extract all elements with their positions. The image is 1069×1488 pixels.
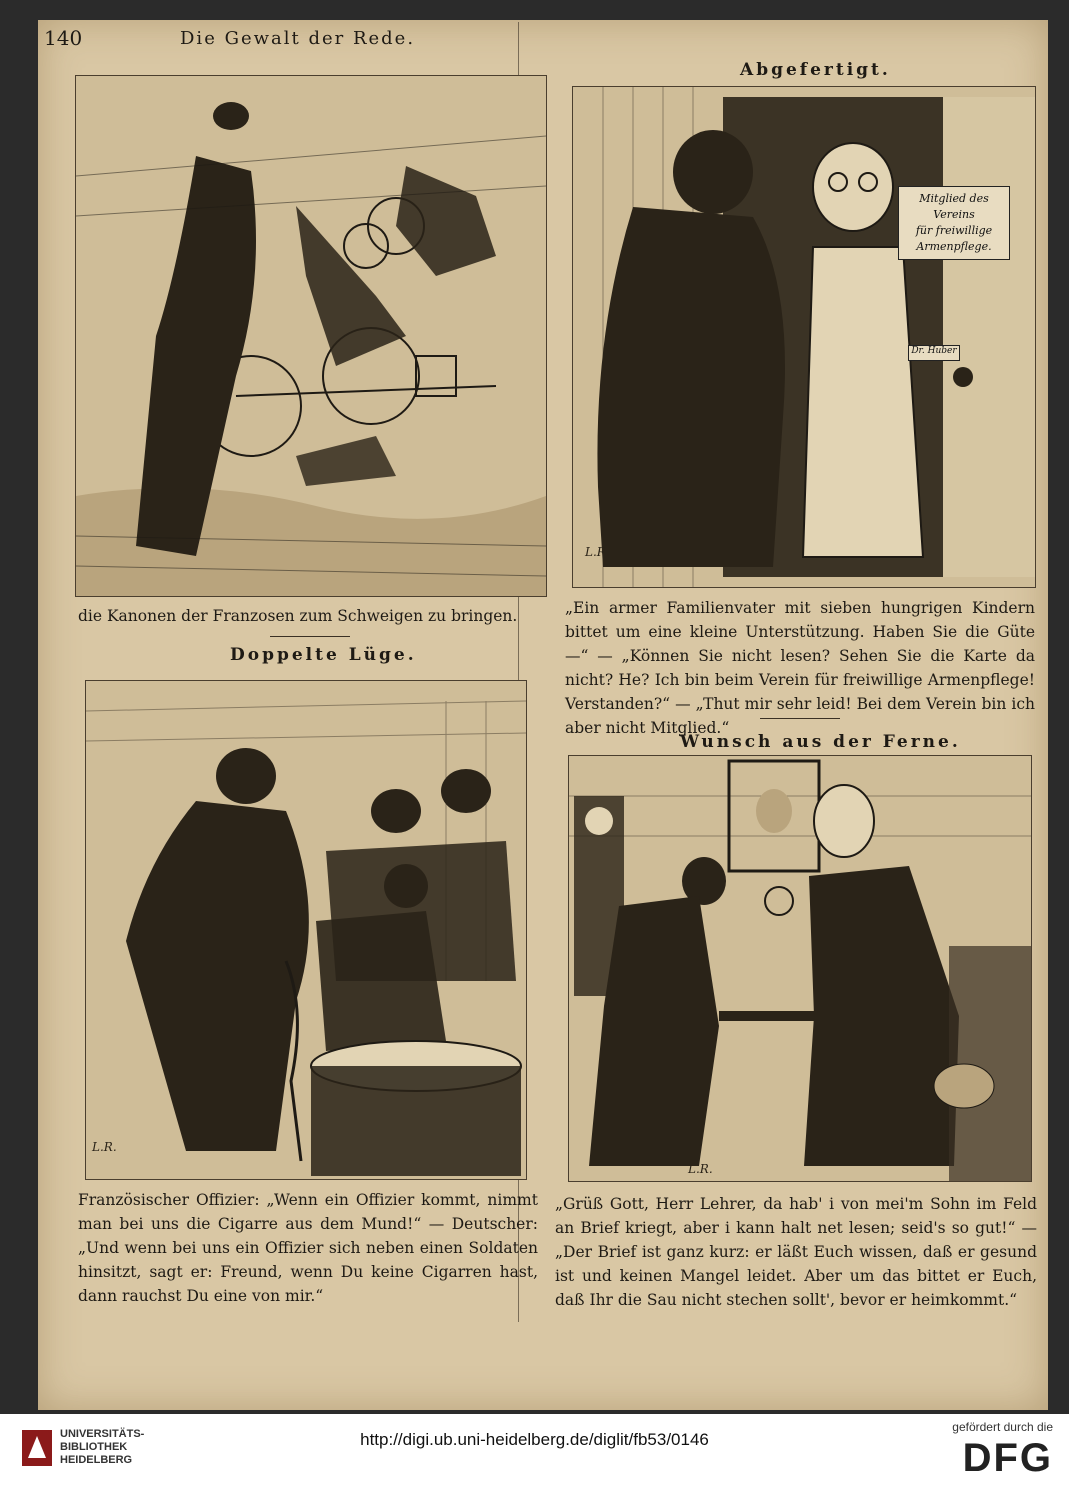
dfg-logo: DFG bbox=[962, 1436, 1053, 1480]
library-line-1: UNIVERSITÄTS- bbox=[60, 1428, 145, 1440]
membership-sign bbox=[898, 186, 1010, 260]
library-line-3: HEIDELBERG bbox=[60, 1454, 133, 1466]
title-doppelte-luege: Doppelte Lüge. bbox=[230, 645, 417, 665]
doorplate: Dr. Huber bbox=[908, 345, 960, 361]
caption-doppelte: Französischer Offizier: „Wenn ein Offizier kommt, nimmt man bei uns die Cigarre aus dem Mund!“ — Deutscher: „Und wenn bei uns ein Offizier sich neben einen Soldaten hinsitzt, sagt er: Freund, wenn Du keine Cigarren hast, dann rauchst Du eine von mir.“ bbox=[78, 1191, 538, 1305]
sign-line-3: Armenpflege. bbox=[916, 240, 992, 253]
signature-wunsch: L.R. bbox=[688, 1162, 713, 1176]
illustration-abgefertigt bbox=[572, 86, 1036, 588]
title-abgefertigt: Abgefertigt. bbox=[740, 60, 891, 80]
signature-abgefertigt: L.R. bbox=[585, 545, 610, 559]
viewer-footer bbox=[0, 1414, 1069, 1488]
sign-line-2: für freiwillige bbox=[915, 224, 993, 237]
page-number: 140 bbox=[44, 26, 83, 50]
section-rule bbox=[270, 636, 350, 637]
section-rule bbox=[760, 718, 840, 719]
caption-abgefertigt: „Ein armer Familienvater mit sieben hungrigen Kindern bittet um eine kleine Unterstützung. Haben Sie die Güte —“ — „Können Sie nicht lesen? Sehen Sie die Karte da nicht? He? Ich bin beim Verein für freiwillige Armenpflege! Verstanden?“ — „Thut mir sehr leid! Bei dem Verein bin ich aber nicht Mitglied.“ bbox=[565, 599, 1035, 737]
title-wunsch: Wunsch aus der Ferne. bbox=[680, 732, 961, 752]
illustration-gewalt-der-rede bbox=[75, 75, 547, 597]
illustration-wunsch bbox=[568, 755, 1032, 1182]
caption-gewalt: die Kanonen der Franzosen zum Schweigen zu bringen. bbox=[78, 607, 518, 625]
illustration-doppelte-luege bbox=[85, 680, 527, 1180]
library-line-2: BIBLIOTHEK bbox=[60, 1441, 128, 1453]
running-head: Die Gewalt der Rede. bbox=[180, 28, 416, 49]
signature-doppelte: L.R. bbox=[92, 1140, 117, 1154]
funded-by-label: gefördert durch die bbox=[952, 1420, 1053, 1434]
caption-wunsch: „Grüß Gott, Herr Lehrer, da hab' i von mei'm Sohn im Feld an Brief kriegt, aber i kann halt net lesen; seid's so gut!“ — „Der Brief ist ganz kurz: er läßt Euch wissen, daß er gesund ist und keinen Mangel leidet. Aber um das bittet er Euch, daß Ihr die Sau nicht stechen sollt', bevor er heimkommt.“ bbox=[555, 1195, 1037, 1309]
sign-line-1: Mitglied des Vereins bbox=[919, 192, 989, 221]
permalink-url[interactable]: http://digi.ub.uni-heidelberg.de/diglit/fb53/0146 bbox=[360, 1430, 709, 1449]
